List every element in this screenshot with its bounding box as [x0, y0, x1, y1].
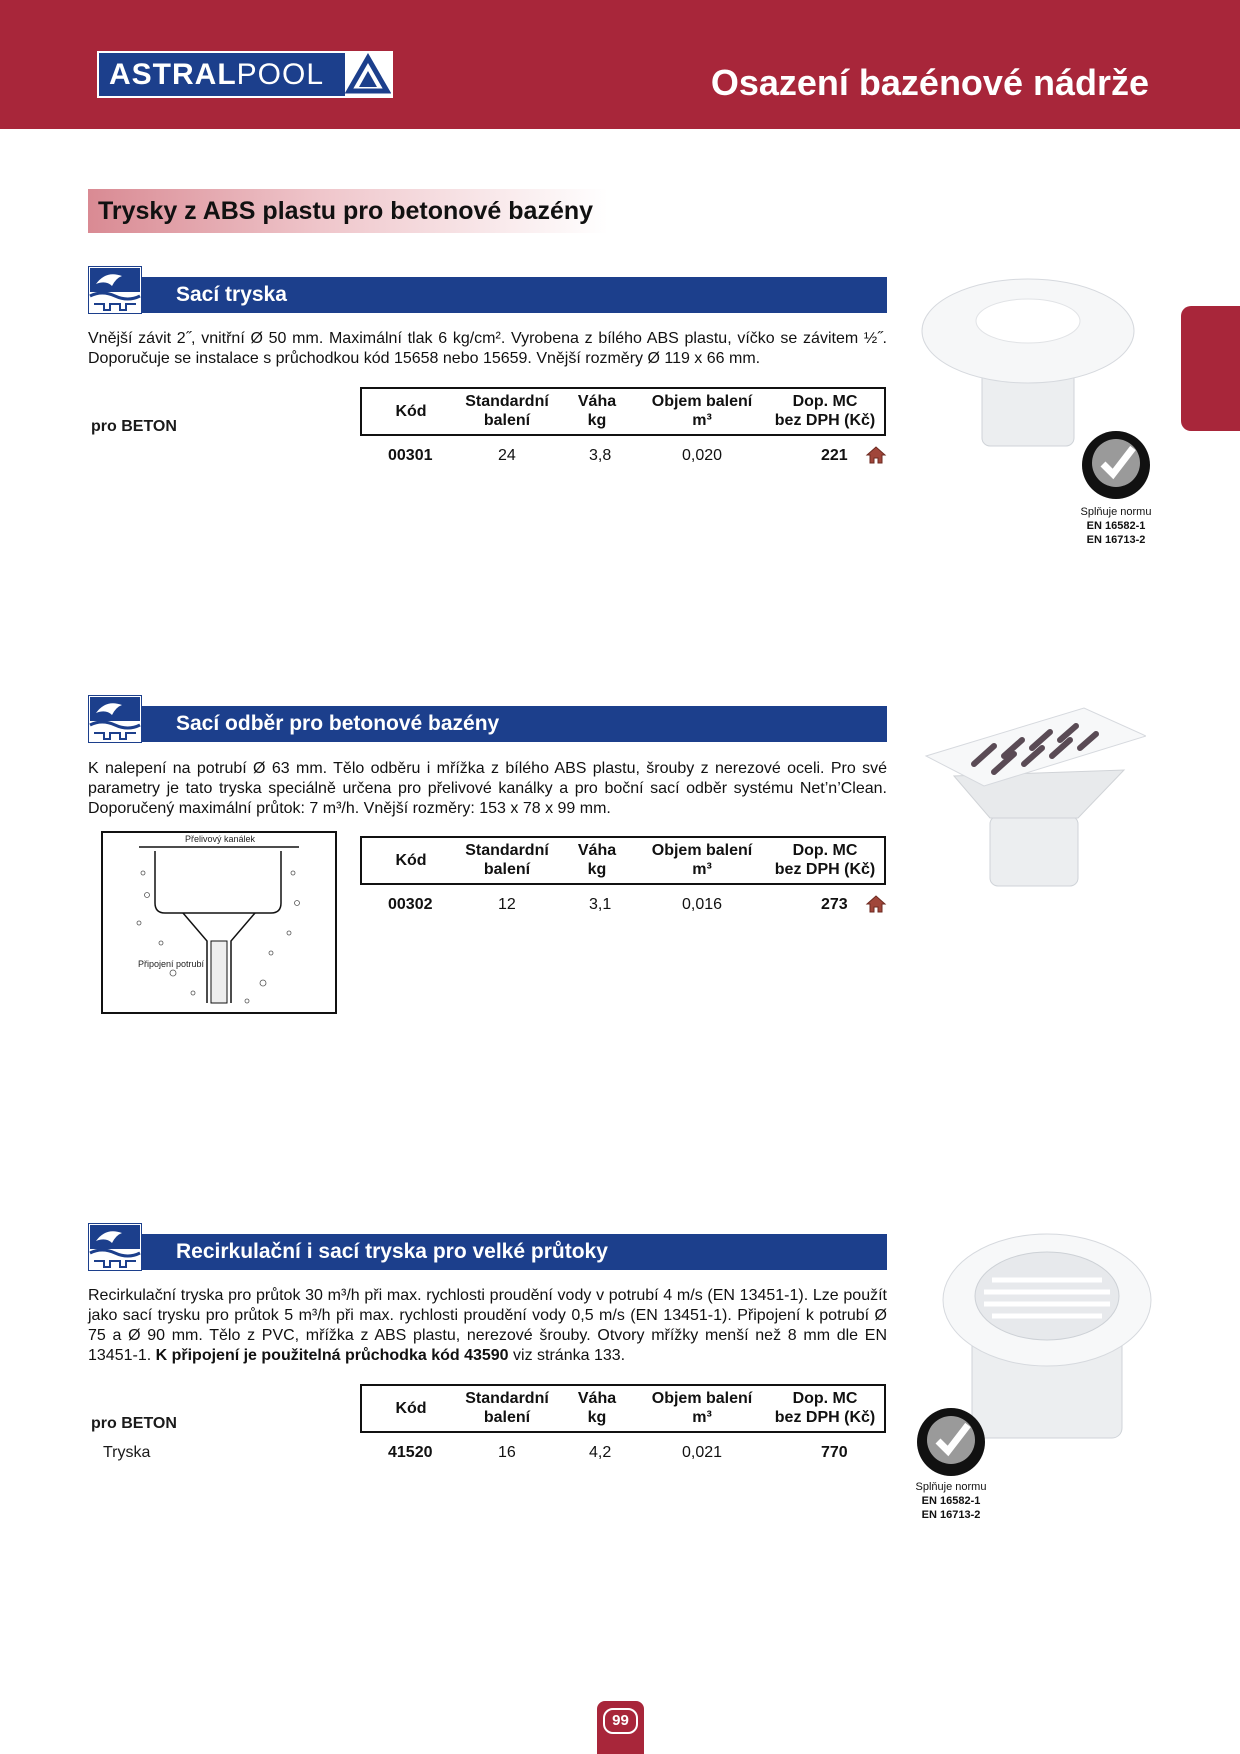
section-description: [88, 1286, 887, 1366]
label-pro-beton: pro BETON: [91, 418, 177, 435]
th-objem-2: m³: [692, 861, 712, 878]
cell-vaha: 4,2: [589, 1444, 612, 1461]
th-dop: [767, 841, 883, 879]
cell-cena: 221: [821, 447, 848, 464]
th-standardni-1: Standardní: [465, 1390, 549, 1407]
product-image-saci-tryska: [920, 276, 1140, 456]
th-objem-1: Objem balení: [651, 393, 753, 410]
th-objem-2: m³: [692, 1409, 712, 1426]
description-end: viz stránka 133.: [508, 1347, 626, 1364]
th-dop-2: bez DPH (Kč): [774, 1409, 876, 1426]
th-vaha-1: Váha: [577, 1390, 617, 1407]
row-label-tryska: Tryska: [103, 1444, 151, 1461]
th-vaha: [567, 1389, 627, 1427]
th-standardni: [454, 1389, 560, 1427]
th-vaha: [567, 392, 627, 430]
th-dop: [767, 1389, 883, 1427]
label-pro-beton: pro BETON: [91, 1415, 177, 1432]
th-vaha-1: Váha: [577, 842, 617, 859]
th-vaha: [567, 841, 627, 879]
th-kod: Kód: [395, 852, 427, 869]
section-description: K nalepení na potrubí Ø 63 mm. Tělo odběru i mřížka z bílého ABS plastu, šrouby z nerezové oceli. Pro své parametry je tato tryska speciálně určena pro přelivové kanálky a pro boční sací odběr systému Net’n’Clean. Doporučený maximální průtok: 7 m³/h. Vnější rozměry: 153 x 78 x 99 mm.: [88, 760, 887, 817]
cell-baleni: 24: [498, 447, 516, 464]
th-dop-2: bez DPH (Kč): [774, 412, 876, 429]
diagram-label-top: Přelivový kanálek: [185, 834, 256, 844]
logo-triangle-icon: [345, 53, 391, 96]
th-standardni: [454, 841, 560, 879]
cell-baleni: 16: [498, 1444, 516, 1461]
description-bold: K připojení je použitelná průchodka kód 43590: [155, 1347, 509, 1364]
norm-line-2: EN 16582-1: [921, 1495, 981, 1507]
norm-line-1: Splňuje normu: [915, 1481, 987, 1493]
th-dop-1: Dop. MC: [792, 1390, 858, 1407]
page-header: [0, 0, 1240, 129]
norm-note: [903, 1480, 999, 1522]
norm-note: [1068, 505, 1164, 547]
cell-cena: 273: [821, 896, 848, 913]
astralpool-logo: [97, 51, 393, 98]
th-objem-1: Objem balení: [651, 1390, 753, 1407]
cell-kod: 41520: [388, 1444, 433, 1461]
norm-line-3: EN 16713-2: [921, 1509, 981, 1521]
cell-vaha: 3,1: [589, 896, 612, 913]
th-vaha-2: kg: [587, 412, 607, 429]
category-banner: [88, 189, 608, 233]
th-kod: Kód: [395, 403, 427, 420]
water-suction-icon: [88, 266, 142, 314]
th-standardni-1: Standardní: [465, 842, 549, 859]
cell-objem: 0,021: [682, 1444, 723, 1461]
th-standardni-2: balení: [483, 861, 531, 878]
th-standardni-2: balení: [483, 1409, 531, 1426]
section-title-recirkulacni-tryska: Recirkulační i sací tryska pro velké průtoky: [88, 1234, 887, 1270]
th-objem: [642, 1389, 762, 1427]
th-standardni-1: Standardní: [465, 393, 549, 410]
product-image-saci-odber: [924, 706, 1146, 888]
cell-cena: 770: [821, 1444, 848, 1461]
th-objem: [642, 392, 762, 430]
page-title: Osazení bazénové nádrže: [710, 62, 1149, 103]
cell-kod: 00301: [388, 447, 433, 464]
water-suction-icon: [88, 695, 142, 743]
diagram-label-bottom: Připojení potrubí: [138, 959, 205, 969]
certification-check-icon: [916, 1407, 986, 1477]
th-vaha-1: Váha: [577, 393, 617, 410]
cell-objem: 0,020: [682, 447, 723, 464]
th-objem: [642, 841, 762, 879]
home-icon: [865, 445, 887, 465]
page-number: 99: [603, 1708, 638, 1734]
certification-check-icon: [1081, 430, 1151, 500]
th-vaha-2: kg: [587, 1409, 607, 1426]
cell-vaha: 3,8: [589, 447, 612, 464]
th-standardni-2: balení: [483, 412, 531, 429]
th-objem-2: m³: [692, 412, 712, 429]
cell-kod: 00302: [388, 896, 433, 913]
th-kod: Kód: [395, 1400, 427, 1417]
th-dop-2: bez DPH (Kč): [774, 861, 876, 878]
home-icon: [865, 894, 887, 914]
th-standardni: [454, 392, 560, 430]
logo-text-bold: ASTRAL: [109, 58, 237, 91]
th-dop-1: Dop. MC: [792, 393, 858, 410]
th-dop: [767, 392, 883, 430]
water-suction-icon: [88, 1223, 142, 1271]
chapter-tab: [1181, 306, 1240, 431]
th-dop-1: Dop. MC: [792, 842, 858, 859]
section-description: Vnější závit 2˝, vnitřní Ø 50 mm. Maximální tlak 6 kg/cm². Vyrobena z bílého ABS plastu, víčko se závitem ½˝. Doporučuje se instalace s průchodkou kód 15658 nebo 15659. Vnější rozměry Ø 119 x 66 mm.: [88, 330, 887, 367]
page-number-tab: [597, 1701, 644, 1754]
cell-baleni: 12: [498, 896, 516, 913]
description-plain: Recirkulační tryska pro průtok 30 m³/h při max. rychlosti proudění vody v potrubí 4 m/s (EN 13451-1). Lze použít jako sací trysku pro průtok 5 m³/h při max. rychlosti proudění vody 0,5 m/s (EN 13451-1). Připojení k potrubí Ø 75 a Ø 90 mm. Tělo z PVC, mřížka z ABS plastu, nerezové šrouby. Otvory mřížky menší než 8 mm dle EN 13451-1.: [88, 1287, 887, 1364]
th-objem-1: Objem balení: [651, 842, 753, 859]
logo-text-thin: POOL: [236, 58, 325, 91]
norm-line-3: EN 16713-2: [1086, 534, 1146, 546]
section-title-saci-tryska: Sací tryska: [88, 277, 887, 313]
installation-diagram: [101, 831, 337, 1014]
section-title-saci-odber: Sací odběr pro betonové bazény: [88, 706, 887, 742]
th-vaha-2: kg: [587, 861, 607, 878]
norm-line-2: EN 16582-1: [1086, 520, 1146, 532]
category-title: Trysky z ABS plastu pro betonové bazény: [98, 197, 594, 225]
cell-objem: 0,016: [682, 896, 723, 913]
norm-line-1: Splňuje normu: [1080, 506, 1152, 518]
